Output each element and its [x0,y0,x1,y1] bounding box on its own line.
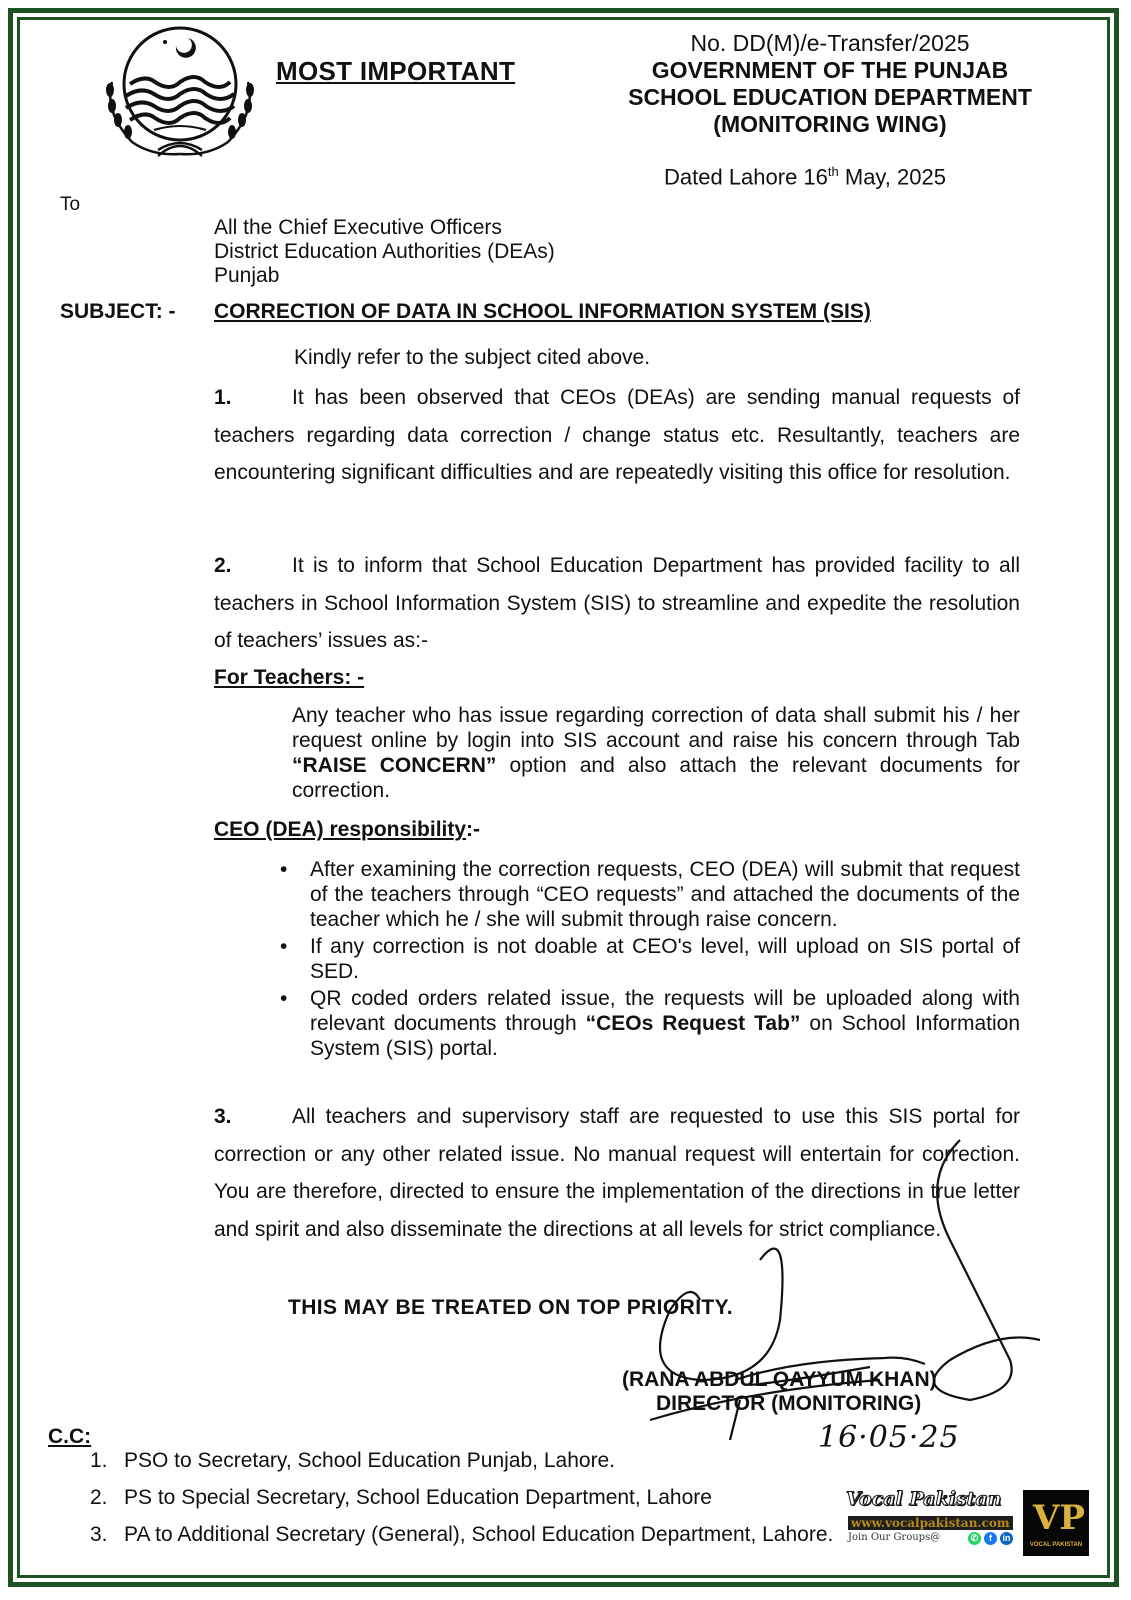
department-name: SCHOOL EDUCATION DEPARTMENT [628,84,1032,110]
bullet-icon: • [280,935,288,958]
heading-suffix: :- [466,818,481,841]
cc-number: 1. [90,1449,108,1472]
bullet-icon: • [280,987,288,1010]
watermark-url[interactable]: www.vocalpakistan.com [848,1516,1013,1530]
bullet-icon: • [280,858,288,881]
paragraph-number: 2. [214,554,232,577]
paragraph-3 [214,1098,1020,1248]
text-segment: If any correction is not doable at CEO's level, will upload on SIS portal of SED. [310,935,1020,983]
date-suffix: May, 2025 [838,164,946,190]
logo-letters: VP [1033,1498,1085,1538]
list-item [278,934,1020,984]
cc-text: PA to Additional Secretary (General), School Education Department, Lahore. [124,1523,834,1546]
cc-number: 3. [90,1523,108,1546]
paragraph-text: All teachers and supervisory staff are requested to use this SIS portal for correction or any other related issue. No manual request will entertain for correction. You are therefore, directed to ensure the implementation of the directions in true letter and spirit and also disseminate the directions at all levels for strict compliance. [214,1105,1020,1241]
logo-caption: VOCAL PAKISTAN [1029,1542,1083,1548]
list-item [278,857,1020,932]
watermark-brand: Vocal Pakistan [846,1488,1002,1510]
text-segment: Any teacher who has issue regarding correction of data shall submit his / her request online by login into SIS account and raise his concern through Tab [292,704,1020,752]
handwritten-date: 16·05·25 [818,1420,960,1455]
cc-item [90,1522,833,1559]
facebook-icon[interactable]: f [984,1532,997,1545]
date-line [664,164,946,190]
paragraph-2 [214,547,1020,660]
priority-note: THIS MAY BE TREATED ON TOP PRIORITY. [288,1296,733,1319]
vocal-pakistan-watermark [840,1488,1090,1568]
text-segment: QR coded orders related issue, the requests will be uploaded along with relevant documents through [310,987,1020,1035]
signatory-name: (RANA ABDUL QAYYUM KHAN) [622,1368,937,1391]
cc-list [90,1448,833,1559]
paragraph-1 [214,379,1020,492]
addressee-block [214,216,555,288]
subject-text: CORRECTION OF DATA IN SCHOOL INFORMATION SYSTEM (SIS) [214,300,871,323]
reference-number: No. DD(M)/e-Transfer/2025 [690,30,970,56]
linkedin-icon[interactable]: in [1000,1532,1013,1545]
ceo-responsibility-heading [214,818,480,842]
letterhead [590,30,1070,138]
paragraph-number: 1. [214,386,232,409]
watermark-join-text: Join Our Groups@ [848,1532,941,1543]
whatsapp-icon[interactable]: ✆ [968,1532,981,1545]
raise-concern-emphasis: “RAISE CONCERN” [292,754,497,777]
cc-item [90,1448,833,1485]
cc-text: PSO to Secretary, School Education Punjab, Lahore. [124,1449,616,1472]
ceos-request-tab-emphasis: “CEOs Request Tab” [585,1012,801,1035]
cc-number: 2. [90,1486,108,1509]
government-name: GOVERNMENT OF THE PUNJAB [651,57,1009,83]
text-segment: on School Information System (SIS) portal. [310,1012,1021,1060]
social-icons [968,1532,1013,1545]
heading-text: CEO (DEA) responsibility [214,818,467,841]
date-prefix: Dated Lahore 16 [664,164,828,190]
paragraph-number: 3. [214,1105,232,1128]
addressee-line: Punjab [214,264,280,287]
text-segment: After examining the correction requests, CEO (DEA) will submit that request of the teachers through “CEO requests” and attached the documents of the teacher which he / she will submit through raise concern. [310,858,1020,931]
addressee-line: All the Chief Executive Officers [214,216,502,239]
ceo-responsibility-list [278,857,1020,1063]
paragraph-text: It has been observed that CEOs (DEAs) are sending manual requests of teachers regarding data correction / change status etc. Resultantly, teachers are encountering significant difficulties and are repeatedly visiting this office for resolution. [214,386,1020,484]
for-teachers-heading: For Teachers: - [214,666,365,689]
to-label: To [60,194,81,215]
date-ordinal: th [827,164,839,179]
paragraph-text: It is to inform that School Education Department has provided facility to all teachers in School Information System (SIS) to streamline and expedite the resolution of teachers’ issues as:- [214,554,1020,652]
punjab-emblem-icon [88,22,268,164]
subject-label: SUBJECT: - [60,300,176,323]
cc-text: PS to Special Secretary, School Education Department, Lahore [124,1486,712,1509]
signatory-title: DIRECTOR (MONITORING) [656,1392,922,1415]
list-item [278,986,1020,1061]
wing-name: (MONITORING WING) [713,111,947,137]
text-segment: option and also attach the relevant documents for correction. [292,754,1021,802]
for-teachers-text [292,703,1020,803]
addressee-line: District Education Authorities (DEAs) [214,240,555,263]
cc-label: C.C: [48,1425,92,1448]
cc-item [90,1485,833,1522]
intro-line: Kindly refer to the subject cited above. [294,346,651,369]
vocal-pakistan-logo [1023,1490,1089,1556]
priority-tag: MOST IMPORTANT [276,56,516,86]
